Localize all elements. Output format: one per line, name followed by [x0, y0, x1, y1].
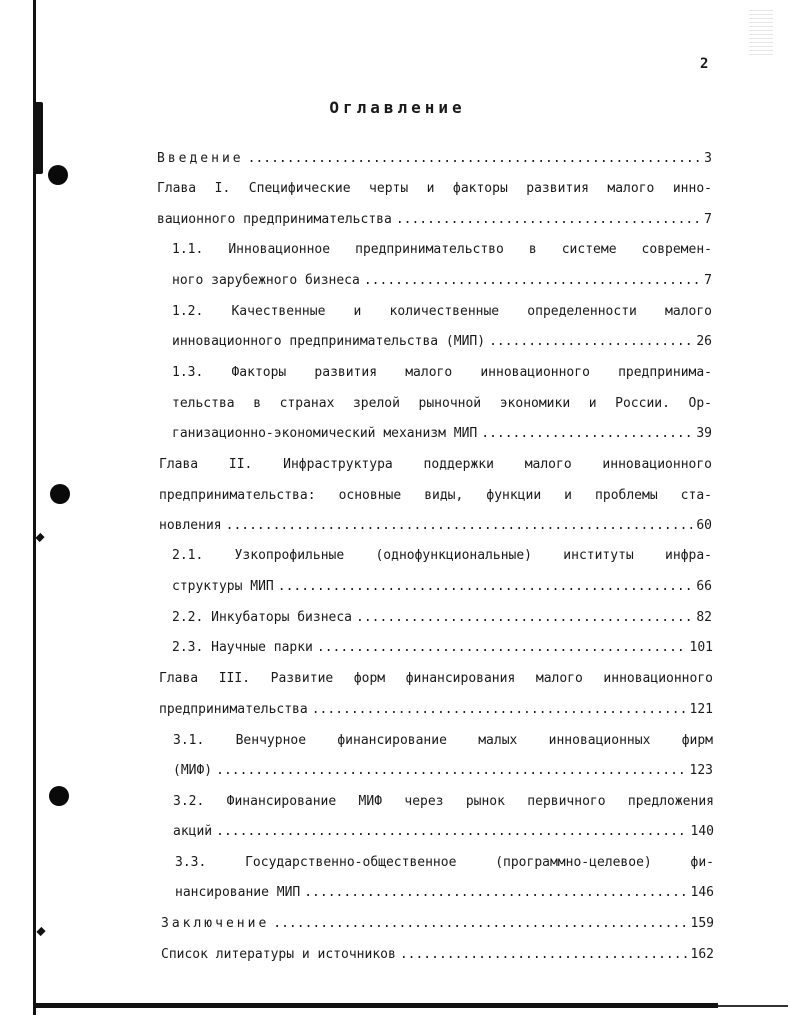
toc-label: предпринимательства: [159, 702, 308, 717]
toc-label: 2.2. Инкубаторы бизнеса: [172, 610, 353, 625]
toc-section-1-2-line1: 1.2. Качественные и количественные определенности малого: [172, 304, 712, 319]
toc-leader: [248, 151, 701, 167]
scan-mark: [36, 927, 45, 936]
scan-bottom-edge: [33, 1003, 718, 1008]
toc-chapter-2-line1: Глава II. Инфраструктура поддержки малого инновационного: [159, 457, 712, 472]
toc-leader: [226, 518, 693, 534]
toc-leader: [489, 334, 692, 350]
toc-page: 7: [704, 212, 712, 227]
toc-page: 66: [696, 579, 712, 594]
toc-label: 2.3. Научные парки: [172, 640, 313, 655]
toc-leader: [396, 212, 700, 228]
toc-page: 162: [690, 947, 714, 962]
toc-label: структуры МИП: [172, 579, 274, 594]
toc-section-3-2-line1: 3.2. Финансирование МИФ через рынок первичного предложения: [173, 794, 714, 809]
toc-section-1-3-line2: тельства в странах зрелой рыночной экономики и России. Ор-: [172, 396, 712, 411]
toc-label: Заключение: [161, 916, 270, 931]
toc-label: ганизационно-экономический механизм МИП: [172, 426, 478, 441]
toc-section-1-1-line1: 1.1. Инновационное предпринимательство в системе современ-: [172, 242, 712, 257]
toc-page: 82: [696, 610, 712, 625]
toc-label: вационного предпринимательства: [157, 212, 392, 227]
toc-leader: [278, 579, 693, 595]
toc-label: Введение: [157, 151, 244, 166]
toc-leader: [364, 273, 700, 289]
page-number: 2: [700, 56, 709, 72]
toc-entry-intro: [157, 151, 712, 167]
toc-page: 140: [690, 824, 714, 839]
page-title: Оглавление: [329, 98, 466, 117]
punch-hole: [48, 165, 68, 185]
toc-chapter-3-line1: Глава III. Развитие форм финансирования малого инновационного: [159, 671, 713, 686]
toc-section-1-1-line2: [172, 273, 712, 289]
toc-leader: [317, 640, 686, 656]
toc-page: 146: [690, 885, 714, 900]
toc-page: 123: [689, 763, 713, 778]
toc-leader: [273, 916, 686, 932]
scan-noise: [749, 10, 773, 58]
scan-mark: [35, 533, 44, 542]
punch-hole: [50, 484, 70, 504]
toc-label: новления: [159, 518, 222, 533]
toc-page: 39: [696, 426, 712, 441]
toc-entry-references: [161, 947, 714, 963]
toc-page: 26: [696, 334, 712, 349]
toc-leader: [481, 426, 692, 442]
toc-page: 159: [690, 916, 714, 931]
toc-label: акций: [173, 824, 213, 839]
toc-leader: [304, 885, 686, 901]
toc-chapter-1-line2: [157, 212, 712, 228]
toc-page: 121: [689, 702, 713, 717]
toc-chapter-3-line2: [159, 702, 713, 718]
toc-leader: [356, 610, 692, 626]
toc-section-2-3: [172, 640, 713, 656]
toc-leader: [216, 824, 686, 840]
toc-section-2-1-line2: [172, 579, 712, 595]
toc-page: 7: [704, 273, 712, 288]
toc-page: 3: [704, 151, 712, 166]
toc-leader: [400, 947, 687, 963]
toc-label: Список литературы и источников: [161, 947, 396, 962]
toc-section-3-3-line1: 3.3. Государственно-общественное (программно-целевое) фи-: [175, 855, 714, 870]
toc-label: инновационного предпринимательства (МИП): [172, 334, 486, 349]
toc-label: нансирование МИП: [175, 885, 301, 900]
toc-section-2-2: [172, 610, 712, 626]
toc-chapter-2-line2: предпринимательства: основные виды, функции и проблемы ста-: [159, 488, 712, 503]
toc-chapter-2-line3: [159, 518, 712, 534]
toc-chapter-1-line1: Глава I. Специфические черты и факторы развития малого инно-: [157, 181, 712, 196]
toc-section-3-1-line2: [173, 763, 713, 779]
toc-page: 60: [696, 518, 712, 533]
toc-section-3-3-line2: [175, 885, 714, 901]
toc-label: (МИФ): [173, 763, 213, 778]
toc-leader: [216, 763, 685, 779]
toc-page: 101: [689, 640, 713, 655]
toc-entry-conclusion: [161, 916, 714, 932]
toc-label: ного зарубежного бизнеса: [172, 273, 360, 288]
punch-hole: [49, 786, 69, 806]
toc-section-1-3-line1: 1.3. Факторы развития малого инновационного предпринима-: [172, 365, 712, 380]
toc-leader: [312, 702, 686, 718]
toc-section-3-1-line1: 3.1. Венчурное финансирование малых инновационных фирм: [173, 733, 713, 748]
scan-bottom-edge-tail: [718, 1005, 788, 1007]
toc-section-2-1-line1: 2.1. Узкопрофильные (однофункциональные) институты инфра-: [172, 548, 712, 563]
toc-section-1-3-line3: [172, 426, 712, 442]
toc-section-3-2-line2: [173, 824, 714, 840]
toc-section-1-2-line2: [172, 334, 712, 350]
